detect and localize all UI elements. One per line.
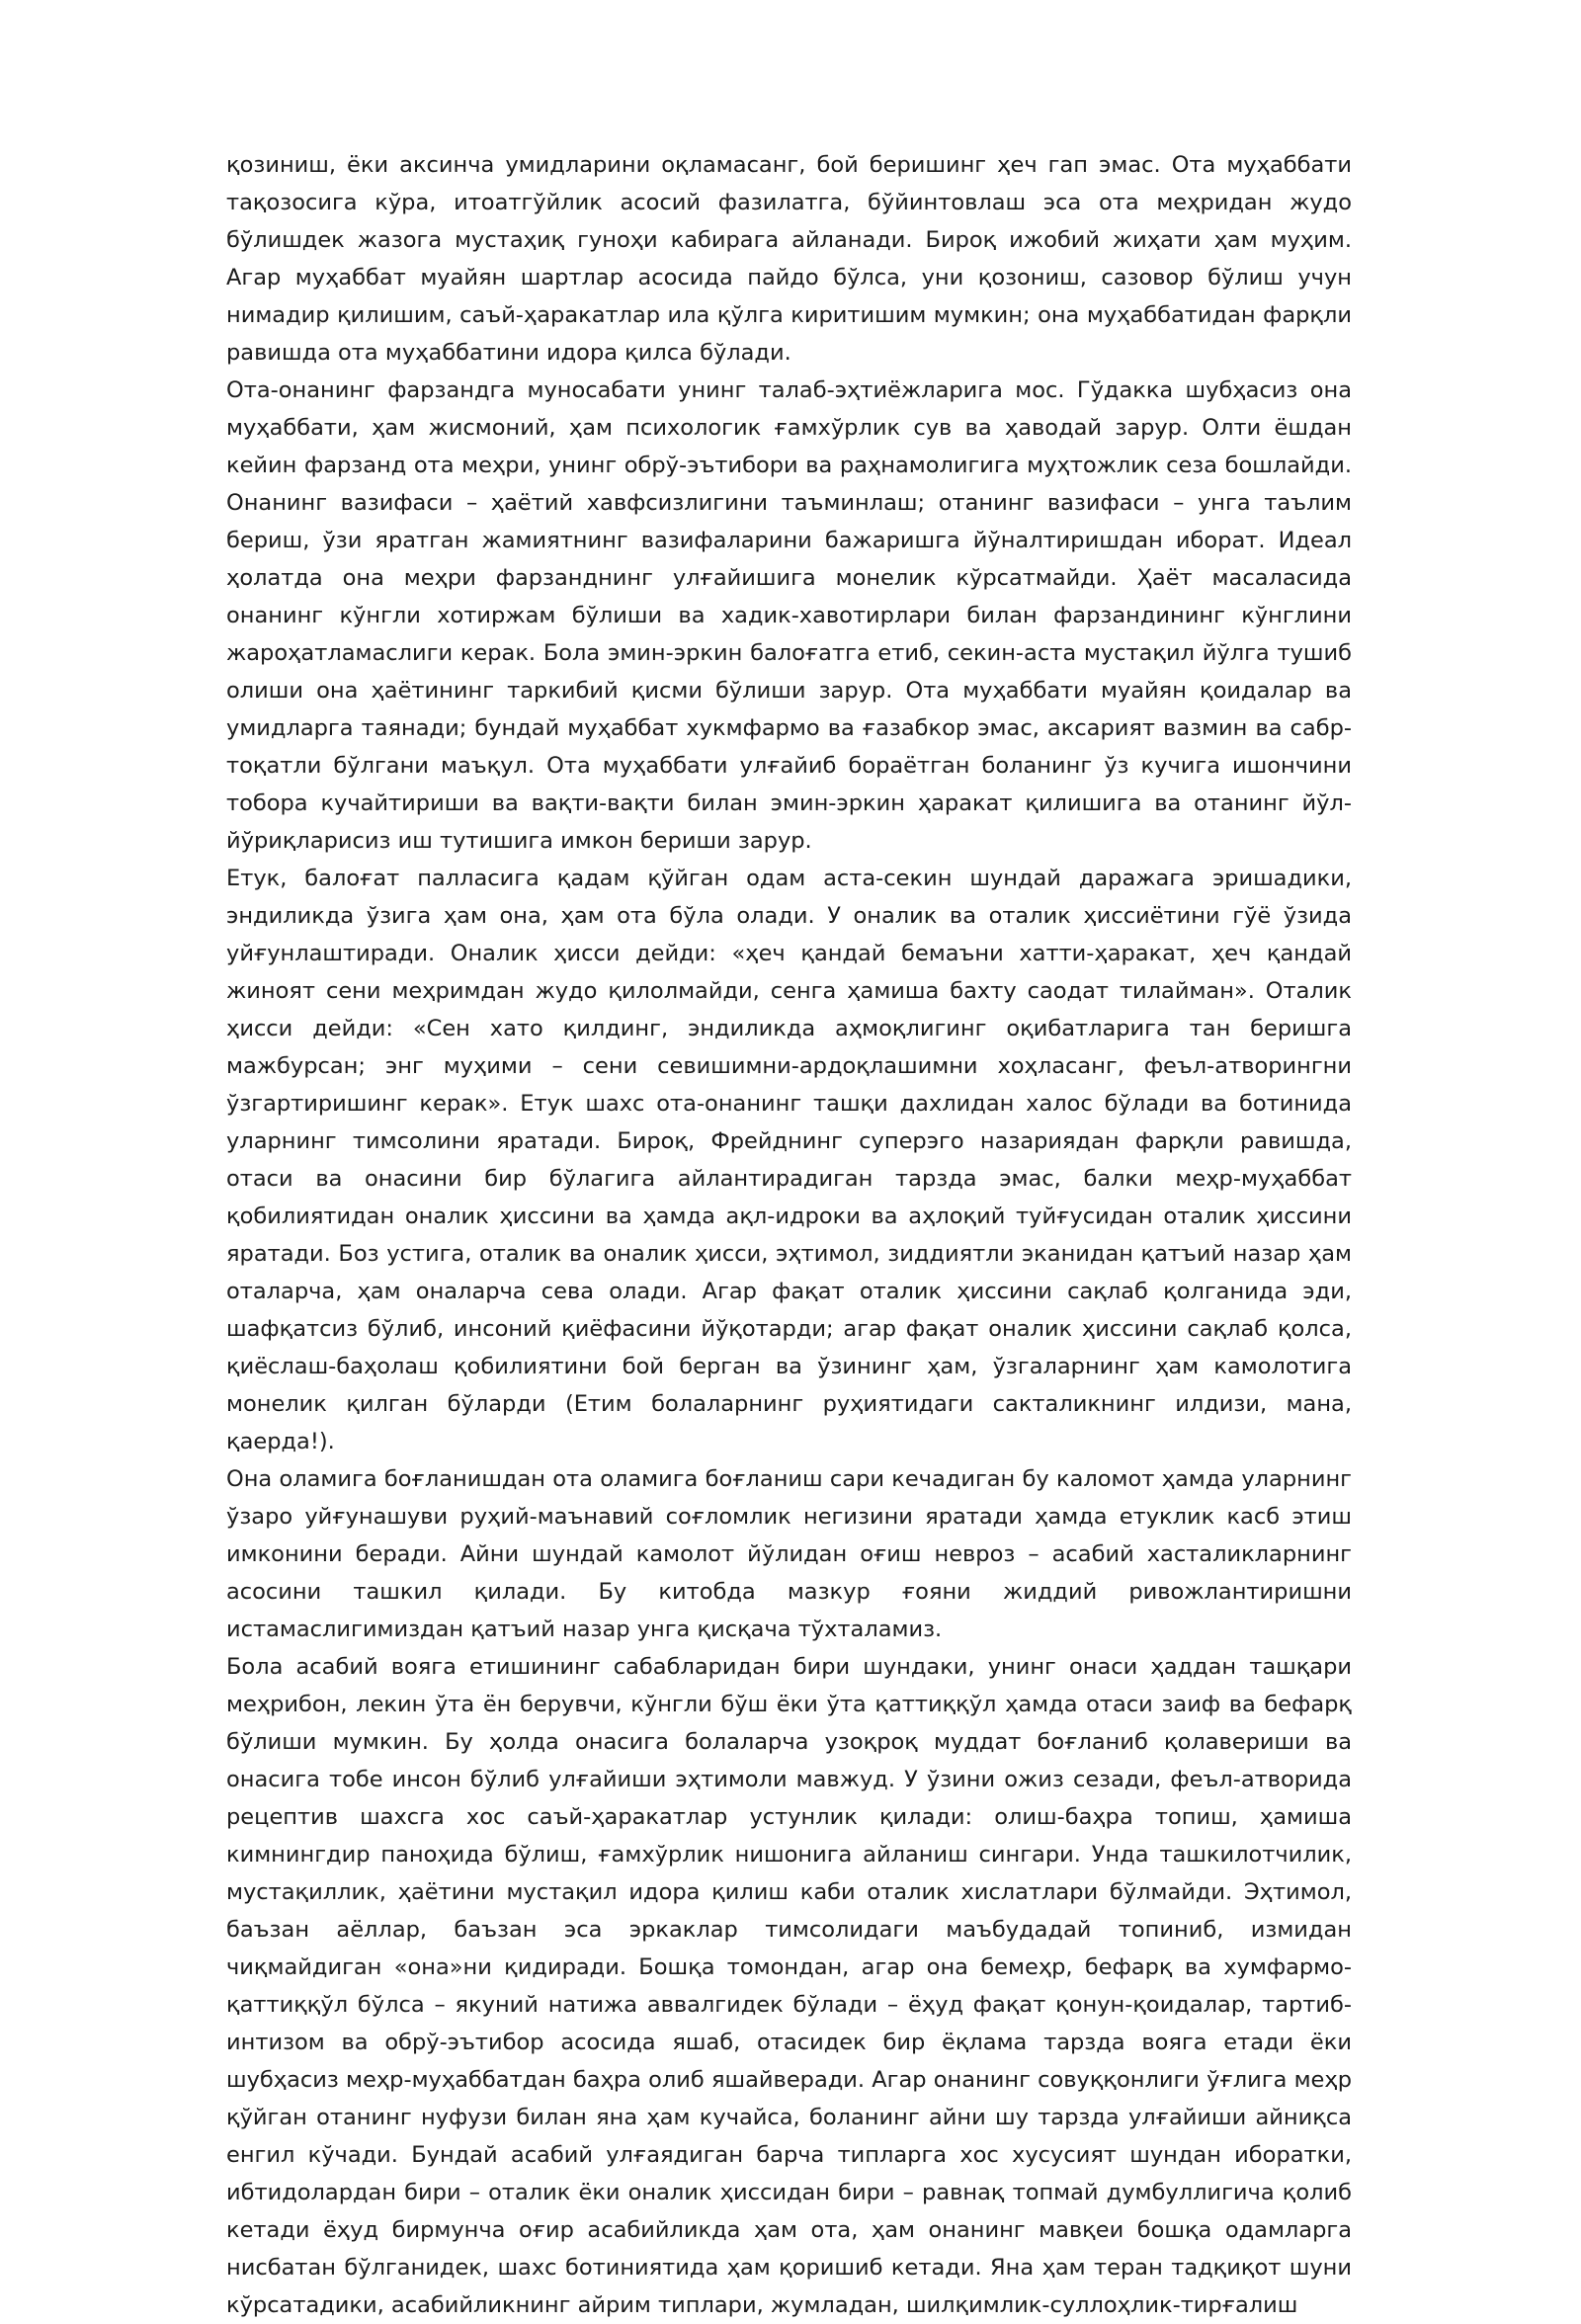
paragraph-1: қозиниш, ёки аксинча умидларини оқламасанг, бой беришинг ҳеч гап эмас. Ота муҳаббати тақозосига кўра, итоатгўйлик асосий фазилатга, бўйинтовлаш эса ота меҳридан жудо бўлишдек жазога мустаҳиқ гуноҳи кабирага айланади. Бироқ ижобий жиҳати ҳам муҳим. Агар муҳаббат муайян шартлар асосида пайдо бўлса, уни қозониш, сазовор бўлиш учун нимадир қилишим, саъй-ҳаракатлар ила қўлга киритишим мумкин; она муҳаббатидан фарқли равишда ота муҳаббатини идора қилса бўлади. <box>226 152 1352 366</box>
document-page <box>226 146 1352 2324</box>
paragraph-3: Етук, балоғат палласига қадам қўйган одам аста-секин шундай даражага эришадики, эндиликда ўзига ҳам она, ҳам ота бўла олади. У оналик ва оталик ҳиссиётини гўё ўзида уйғунлаштиради. Оналик ҳисси дейди: «ҳеч қандай бемаъни хатти-ҳаракат, ҳеч қандай жиноят сени меҳримдан жудо қилолмайди, сенга ҳамиша бахту саодат тилайман». Оталик ҳисси дейди: «Сен хато қилдинг, эндиликда аҳмоқлигинг оқибатларига тан беришга мажбурсан; энг муҳими – сени севишимни-ардоқлашимни хоҳласанг, феъл-атворингни ўзгартиришинг керак». Етук шахс ота-онанинг ташқи дахлидан халос бўлади ва ботинида уларнинг тимсолини яратади. Бироқ, Фрейднинг суперэго назариядан фарқли равишда, отаси ва онасини бир бўлагига айлантирадиган тарзда эмас, балки меҳр-муҳаббат қобилиятидан оналик ҳиссини ва ҳамда ақл-идроки ва аҳлоқий туйғусидан оталик ҳиссини яратади. Боз устига, оталик ва оналик ҳисси, эҳтимол, зиддиятли эканидан қатъий назар ҳам оталарча, ҳам оналарча сева олади. Агар фақат оталик ҳиссини сақлаб қолганида эди, шафқатсиз бўлиб, инсоний қиёфасини йўқотарди; агар фақат оналик ҳиссини сақлаб қолса, қиёслаш-баҳолаш қобилиятини бой берган ва ўзининг ҳам, ўзгаларнинг ҳам камолотига монелик қилган бўларди (Етим болаларнинг руҳиятидаги сакталикнинг илдизи, мана, қаерда!). <box>226 866 1352 1454</box>
paragraph-4: Она оламига боғланишдан ота оламига боғланиш сари кечадиган бу каломот ҳамда уларнинг ўзаро уйғунашуви руҳий-маънавий соғломлик негизини яратади ҳамда етуклик касб этиш имконини беради. Айни шундай камолот йўлидан оғиш невроз – асабий хасталикларнинг асосини ташкил қилади. Бу китобда мазкур ғояни жиддий ривожлантиришни истамаслигимиздан қатъий назар унга қисқача тўхталамиз. <box>226 1466 1352 1642</box>
paragraph-2: Ота-онанинг фарзандга муносабати унинг талаб-эҳтиёжларига мос. Гўдакка шубҳасиз она муҳаббати, ҳам жисмоний, ҳам психологик ғамхўрлик сув ва ҳаводай зарур. Олти ёшдан кейин фарзанд ота меҳри, унинг обрў-эътибори ва раҳнамолигига муҳтожлик сеза бошлайди. Онанинг вазифаси – ҳаётий хавфсизлигини таъминлаш; отанинг вазифаси – унга таълим бериш, ўзи яратган жамиятнинг вазифаларини бажаришга йўналтиришдан иборат. Идеал ҳолатда она меҳри фарзанднинг улғайишига монелик кўрсатмайди. Ҳаёт масаласида онанинг кўнгли хотиржам бўлиши ва хадик-хавотирлари билан фарзандининг кўнглини жароҳатламаслиги керак. Бола эмин-эркин балоғатга етиб, секин-аста мустақил йўлга тушиб олиши она ҳаётининг таркибий қисми бўлиши зарур. Ота муҳаббати муайян қоидалар ва умидларга таянади; бундай муҳаббат хукмфармо ва ғазабкор эмас, аксарият вазмин ва сабр-тоқатли бўлгани маъқул. Ота муҳаббати улғайиб бораётган боланинг ўз кучига ишончини тобора кучайтириши ва вақти-вақти билан эмин-эркин ҳаракат қилишига ва отанинг йўл-йўриқларисиз иш тутишига имкон бериши зарур. <box>226 377 1352 854</box>
paragraph-5: Бола асабий вояга етишининг сабабларидан бири шундаки, унинг онаси ҳаддан ташқари меҳрибон, лекин ўта ён берувчи, кўнгли бўш ёки ўта қаттиққўл ҳамда отаси заиф ва бефарқ бўлиши мумкин. Бу ҳолда онасига болаларча узоқроқ муддат боғланиб қолавериши ва онасига тобе инсон бўлиб улғайиши эҳтимоли мавжуд. У ўзини ожиз сезади, феъл-атворида рецептив шахсга хос саъй-ҳаракатлар устунлик қилади: олиш-баҳра топиш, ҳамиша кимнингдир паноҳида бўлиш, ғамхўрлик нишонига айланиш сингари. Унда ташкилотчилик, мустақиллик, ҳаётини мустақил идора қилиш каби оталик хислатлари бўлмайди. Эҳтимол, баъзан аёллар, баъзан эса эркаклар тимсолидаги маъбудадай топиниб, измидан чиқмайдиган «она»ни қидиради. Бошқа томондан, агар она бемеҳр, бефарқ ва хумфармо-қаттиққўл бўлса – якуний натижа аввалгидек бўлади – ёҳуд фақат қонун-қоидалар, тартиб-интизом ва обрў-эътибор асосида яшаб, отасидек бир ёқлама тарзда вояга етади ёки шубҳасиз меҳр-муҳаббатдан баҳра олиб яшайверади. Агар онанинг совуққонлиги ўғлига меҳр қўйган отанинг нуфузи билан яна ҳам кучайса, боланинг айни шу тарзда улғайиши айниқса енгил кўчади. Бундай асабий улғаядиган барча типларга хос хусусият шундан иборатки, ибтидолардан бири – оталик ёки оналик ҳиссидан бири – равнақ топмай думбуллигича қолиб кетади ёҳуд бирмунча оғир асабийликда ҳам ота, ҳам онанинг мавқеи бошқа одамларга нисбатан бўлганидек, шахс ботиниятида ҳам қоришиб кетади. Яна ҳам теран тадқиқот шуни кўрсатадики, асабийликнинг айрим типлари, жумладан, шилқимлик-суллоҳлик-тирғалиш <box>226 1654 1352 2318</box>
